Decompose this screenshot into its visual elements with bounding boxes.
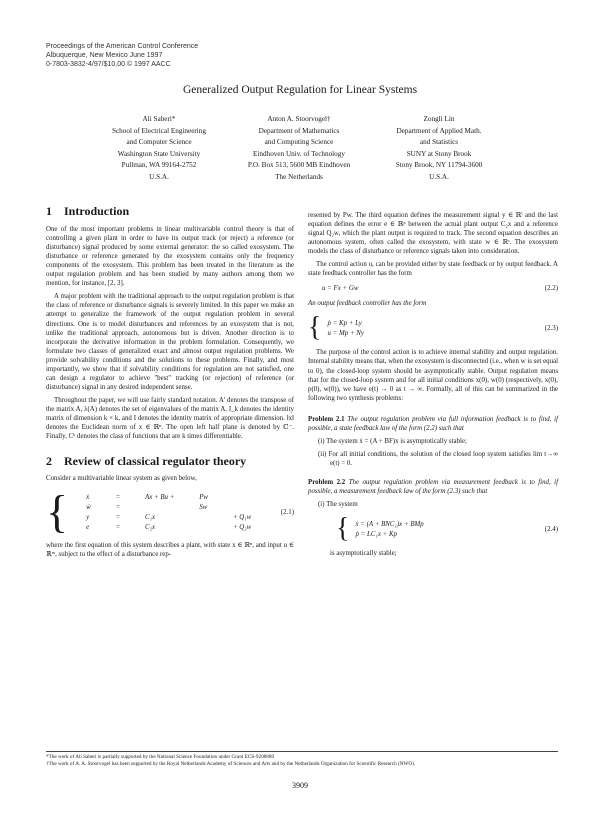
author-affiliation: and Statistics (419, 138, 459, 146)
equation-number: (2.4) (544, 525, 558, 533)
author-name: Zongli Lin (423, 115, 455, 123)
eq-term (145, 503, 193, 512)
paper-title: Generalized Output Regulation for Linear Systems (182, 84, 418, 96)
equation-2-1 (46, 486, 294, 538)
left-brace: { (308, 312, 322, 344)
equation-number: (2.1) (280, 508, 294, 516)
right-column (308, 211, 558, 562)
section-title: Introduction (64, 204, 130, 218)
problem-label: Problem 2.2 (308, 478, 346, 486)
eq-line: ṗ = LC₁x + Kp (355, 530, 398, 538)
author-block-3 (354, 114, 524, 183)
paragraph: An output feedback controller has the form (308, 300, 427, 308)
header-line-1: Proceedings of the American Control Conference (46, 43, 199, 50)
paragraph: where the first equation of this system describes a plant, with state x ∈ ℝⁿ, and input u ∈ ℝᵐ, subject to the effect of a disturbance rep- (46, 542, 294, 559)
problem-text: The output regulation problem via full information feedback is to find, if possible, a state feedback law of the form (2.2) such that (308, 415, 558, 432)
left-column (46, 204, 294, 563)
paragraph: resented by Pw. The third equation defines the measurement signal y ∈ ℝˡ and the last equation defines the error e ∈ ℝᵖ between the actual plant output C₂x and a reference signal Q₂w, which the plant output is required to track. The second equation describes an autonomous system, often called the exosystem, with state w ∈ ℝˢ. The exosystem models the class of disturbance or reference signals taken into consideration. (308, 212, 558, 256)
eq-term: = (115, 513, 121, 521)
problem-2-2 (308, 478, 558, 496)
paragraph: One of the most important problems in linear multivariable control theory is that of controlling a given plant in order to have its output track (or reject) a reference (or disturbance) signal produced by some external generator: the so called exosystem. The disturbance or reference generated by the exosystem contains only the frequency components of the exosystem. This problem has been treated in the literature as the output regulation problem and has been studied by many authors among them we mention, for instance, [2, 3]. (46, 226, 294, 288)
equation-2-4 (308, 515, 558, 543)
problem-condition-end: is asymptotically stable; (330, 550, 397, 558)
eq-term (199, 523, 227, 532)
eq-line: u = Mp + Ny (327, 329, 364, 337)
page-number: 3909 (292, 781, 308, 790)
paragraph: The purpose of the control action is to achieve internal stability and output regulation. Internal stability means that, when the exosystem is disconnected (i.e., when w is set equal to 0), the closed-loop system should be asymptotically stable. Output regulation means that for the closed-loop system and for all initial conditions x(0), w(0) (respectively, x(0), p(0), w(0)), we have e(t) → 0 as t → ∞. Formally, all of this can be summarized in the following two synthesis problems: (308, 349, 558, 402)
eq-term: Sw (199, 503, 208, 511)
author-affiliation: SUNY at Stony Brook (406, 149, 472, 158)
problem-condition: (i) The system ẋ = (A + BF)x is asymptotically stable; (318, 437, 467, 445)
equation-body: u = Fx + Gw (322, 285, 359, 293)
equation-2-3 (308, 314, 558, 342)
author-affiliation: P.O. Box 513, 5600 MB Eindhoven (247, 161, 351, 169)
eq-term (199, 513, 227, 522)
paragraph: A major problem with the traditional approach to the output regulation problem is that the class of reference or disturbance signals is severely limited. In this paper we make an attempt to generalize the framework of the output regulation problem in several directions. One is to model disturbances and references by an exosystem that is not, unlike the traditional approach, autonomous but is driven. Another direction is to incorporate the derivative information in the problem formulation. Consequently, we formulate two classes of generalized exact and almost output regulation problems. We provide solvability conditions and the solutions to these problems. Finally, and most importantly, we show that if solvability conditions for regulation are not satisfied, one can design a regulator to achieve "best" tracking (or rejection) of reference (or disturbance) signal in any desired independent sense. (46, 293, 294, 391)
eq-term (233, 493, 270, 502)
footnote-1: *The work of Ali Saberi is partially supported by the National Science Foundation under Grant ECS-9208880 (46, 754, 275, 760)
problem-condition: (ii) For all initial conditions, the solution of the closed loop system satisfies lim t→∞ e(t) = 0. (318, 450, 558, 467)
paragraph: Consider a multivariable linear system as given below, (46, 475, 197, 483)
left-brace: { (336, 513, 350, 545)
author-affiliation: Washington State University (117, 149, 201, 158)
section-2-heading (46, 454, 294, 469)
section-1-heading (46, 204, 294, 218)
equation-number: (2.3) (544, 324, 558, 332)
paragraph: The control action u, can be provided either by state feedback or by output feedback. A state feedback controller has the form (308, 261, 558, 278)
author-affiliation: Stony Brook, NY 11794-3600 (395, 161, 483, 169)
eq-term (233, 503, 270, 512)
section-title: Review of classical regulator theory (64, 454, 247, 469)
eq-term: e (86, 523, 90, 531)
equation-system (72, 493, 270, 532)
eq-term: = (115, 493, 121, 501)
problem-text: The output regulation problem via measurement feedback is to find, if possible, a measurement feedback law of the form (2.3) such that (308, 478, 558, 495)
equation-number: (2.2) (544, 285, 558, 293)
problem-2-1 (308, 415, 558, 433)
footnote-2: †The work of A. A. Stoorvogel has been supported by the Royal Netherlands Academy of Sciences and Arts and by the Netherlands Organization for Scientific Research (NWO). (46, 761, 416, 767)
header-line-3: 0-7803-3832-4/97/$10.00 © 1997 AACC (46, 61, 171, 68)
eq-line: ṗ = Kp + Ly (327, 319, 362, 327)
eq-term: + Q₁w (232, 513, 252, 521)
eq-term: Ax + Bu + (144, 493, 175, 501)
author-affiliation: U.S.A. (149, 172, 169, 181)
problem-label: Problem 2.1 (308, 415, 345, 423)
eq-term: y (86, 513, 90, 521)
author-name: Ali Saberi* (142, 115, 176, 123)
author-affiliation: School of Electrical Engineering (111, 126, 206, 135)
eq-line: ẋ = (A + BNC₁)x + BMp (355, 520, 424, 528)
equation-2-2 (308, 284, 558, 293)
header-line-2: Albuquerque, New Mexico June 1997 (46, 52, 163, 59)
author-affiliation: and Computer Science (126, 138, 192, 146)
author-affiliation: Department of Mathematics (258, 126, 340, 135)
eq-term: C₂x (144, 523, 156, 531)
eq-term: ẋ (86, 493, 90, 501)
eq-term: C₁x (144, 513, 156, 521)
section-number: 1 (46, 204, 52, 218)
left-brace: { (46, 486, 69, 538)
eq-term: Pw (199, 493, 208, 501)
paragraph: Throughout the paper, we will use fairly standard notation. A' denotes the transpose of the matrix A, λ(A) denotes the set of eigenvalues of the matrix A. I_k denotes the identity matrix of dimension k × k, and I denotes the identity matrix of appropriate dimension. ‖x‖ denotes the Euclidean norm of x ∈ ℝⁿ. The open left half plane is denoted by ℂ⁻. Finally, Cᵏ denotes the class of functions that are k times differentiable. (46, 396, 294, 441)
equation-system (325, 319, 534, 338)
equation-system (353, 520, 534, 539)
eq-term: = (115, 523, 121, 531)
eq-term: = (115, 503, 121, 511)
proceedings-header (46, 42, 198, 69)
problem-condition: (i) The system (318, 501, 358, 509)
author-affiliation: Pullman, WA 99164-2752 (121, 161, 197, 169)
author-affiliation: U.S.A. (429, 172, 449, 181)
author-affiliation: Department of Applied Math. (396, 126, 482, 135)
section-number: 2 (46, 454, 52, 469)
author-name: Anton A. Stoorvogel† (267, 115, 331, 123)
footnotes (46, 751, 558, 768)
eq-term: + Q₂w (232, 523, 252, 531)
author-affiliation: and Computing Science (264, 138, 334, 146)
author-affiliation: The Netherlands (275, 172, 323, 181)
author-affiliation: Eindhoven Univ. of Technology (253, 149, 345, 158)
eq-term: ẇ (86, 503, 91, 511)
